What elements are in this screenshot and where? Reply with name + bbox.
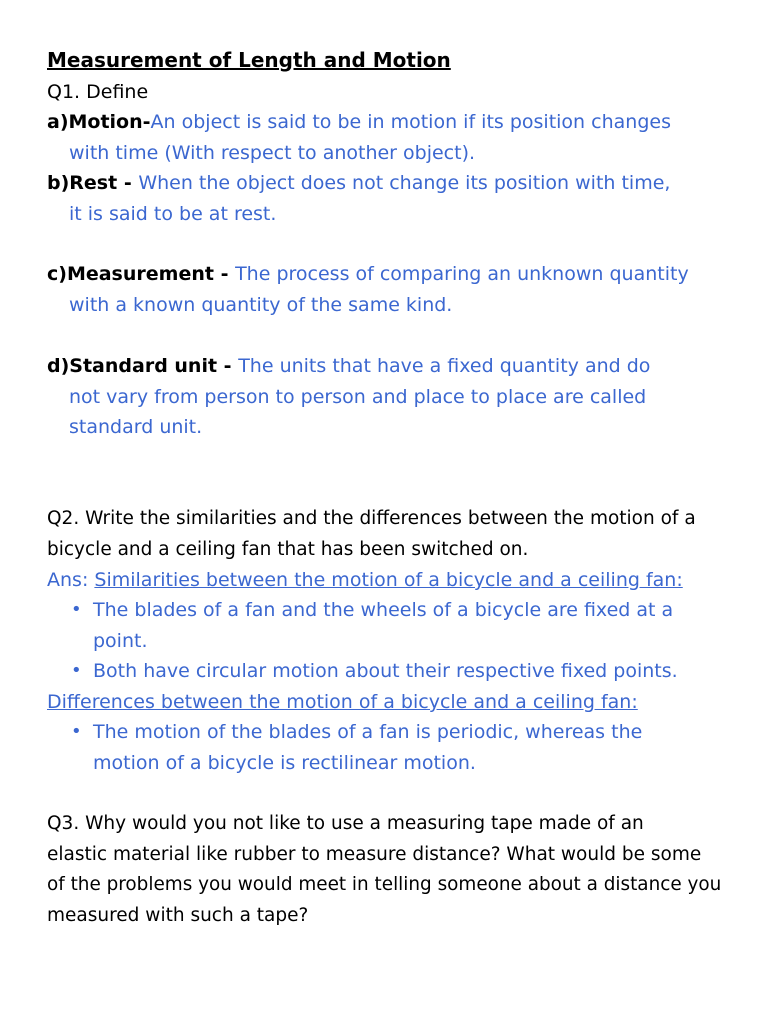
q1-item-standard-unit bbox=[47, 354, 650, 378]
similarity-1-line-1: The blades of a fan and the wheels of a bicycle are fixed at a bbox=[93, 599, 674, 621]
q3-question-line-2: elastic material like rubber to measure distance? What would be some bbox=[47, 844, 702, 865]
standard-unit-definition-line-1: The units that have a fixed quantity and do bbox=[238, 355, 651, 377]
q3-question-line-1: Q3. Why would you not like to use a measuring tape made of an bbox=[47, 813, 644, 834]
bullet-dot: • bbox=[71, 660, 82, 681]
similarities-heading: Similarities between the motion of a bicycle and a ceiling fan: bbox=[94, 569, 683, 591]
term-rest: b)Rest bbox=[47, 172, 118, 194]
bullet-dot: • bbox=[71, 599, 82, 620]
page-title: Measurement of Length and Motion bbox=[47, 48, 451, 72]
bullet-dot: • bbox=[71, 721, 82, 742]
differences-heading: Differences between the motion of a bicycle and a ceiling fan: bbox=[47, 691, 638, 713]
q1-item-motion bbox=[47, 110, 671, 134]
similarity-2-line-1: Both have circular motion about their respective fixed points. bbox=[93, 660, 678, 682]
motion-definition-line-1: An object is said to be in motion if its position changes bbox=[150, 111, 671, 133]
standard-unit-separator: - bbox=[217, 355, 239, 377]
rest-definition-line-2: it is said to be at rest. bbox=[69, 203, 277, 225]
q2-answer-heading bbox=[47, 568, 683, 592]
measurement-definition-line-2: with a known quantity of the same kind. bbox=[69, 294, 453, 316]
q1-item-rest bbox=[47, 171, 670, 195]
rest-separator: - bbox=[117, 172, 139, 194]
measurement-definition-line-1: The process of comparing an unknown quantity bbox=[235, 263, 689, 285]
q2-question-line-2: bicycle and a ceiling fan that has been switched on. bbox=[47, 539, 529, 560]
similarity-1-line-2: point. bbox=[93, 630, 148, 652]
difference-1-line-2: motion of a bicycle is rectilinear motion. bbox=[93, 752, 476, 774]
term-measurement: c)Measurement bbox=[47, 263, 214, 285]
term-motion: a)Motion- bbox=[47, 111, 151, 133]
standard-unit-definition-line-3: standard unit. bbox=[69, 416, 203, 438]
q2-question-line-1: Q2. Write the similarities and the differences between the motion of a bbox=[47, 508, 696, 529]
q1-item-measurement bbox=[47, 262, 689, 286]
term-standard-unit: d)Standard unit bbox=[47, 355, 218, 377]
measurement-separator: - bbox=[213, 263, 236, 285]
q1-heading: Q1. Define bbox=[47, 81, 149, 103]
q3-question-line-4: measured with such a tape? bbox=[47, 905, 309, 926]
motion-definition-line-2: with time (With respect to another object). bbox=[69, 142, 476, 164]
q3-question-line-3: of the problems you would meet in telling someone about a distance you bbox=[47, 874, 722, 895]
ans-label: Ans: bbox=[47, 569, 89, 591]
difference-1-line-1: The motion of the blades of a fan is periodic, whereas the bbox=[93, 721, 643, 743]
standard-unit-definition-line-2: not vary from person to person and place to place are called bbox=[69, 386, 647, 408]
rest-definition-line-1: When the object does not change its position with time, bbox=[138, 172, 671, 194]
